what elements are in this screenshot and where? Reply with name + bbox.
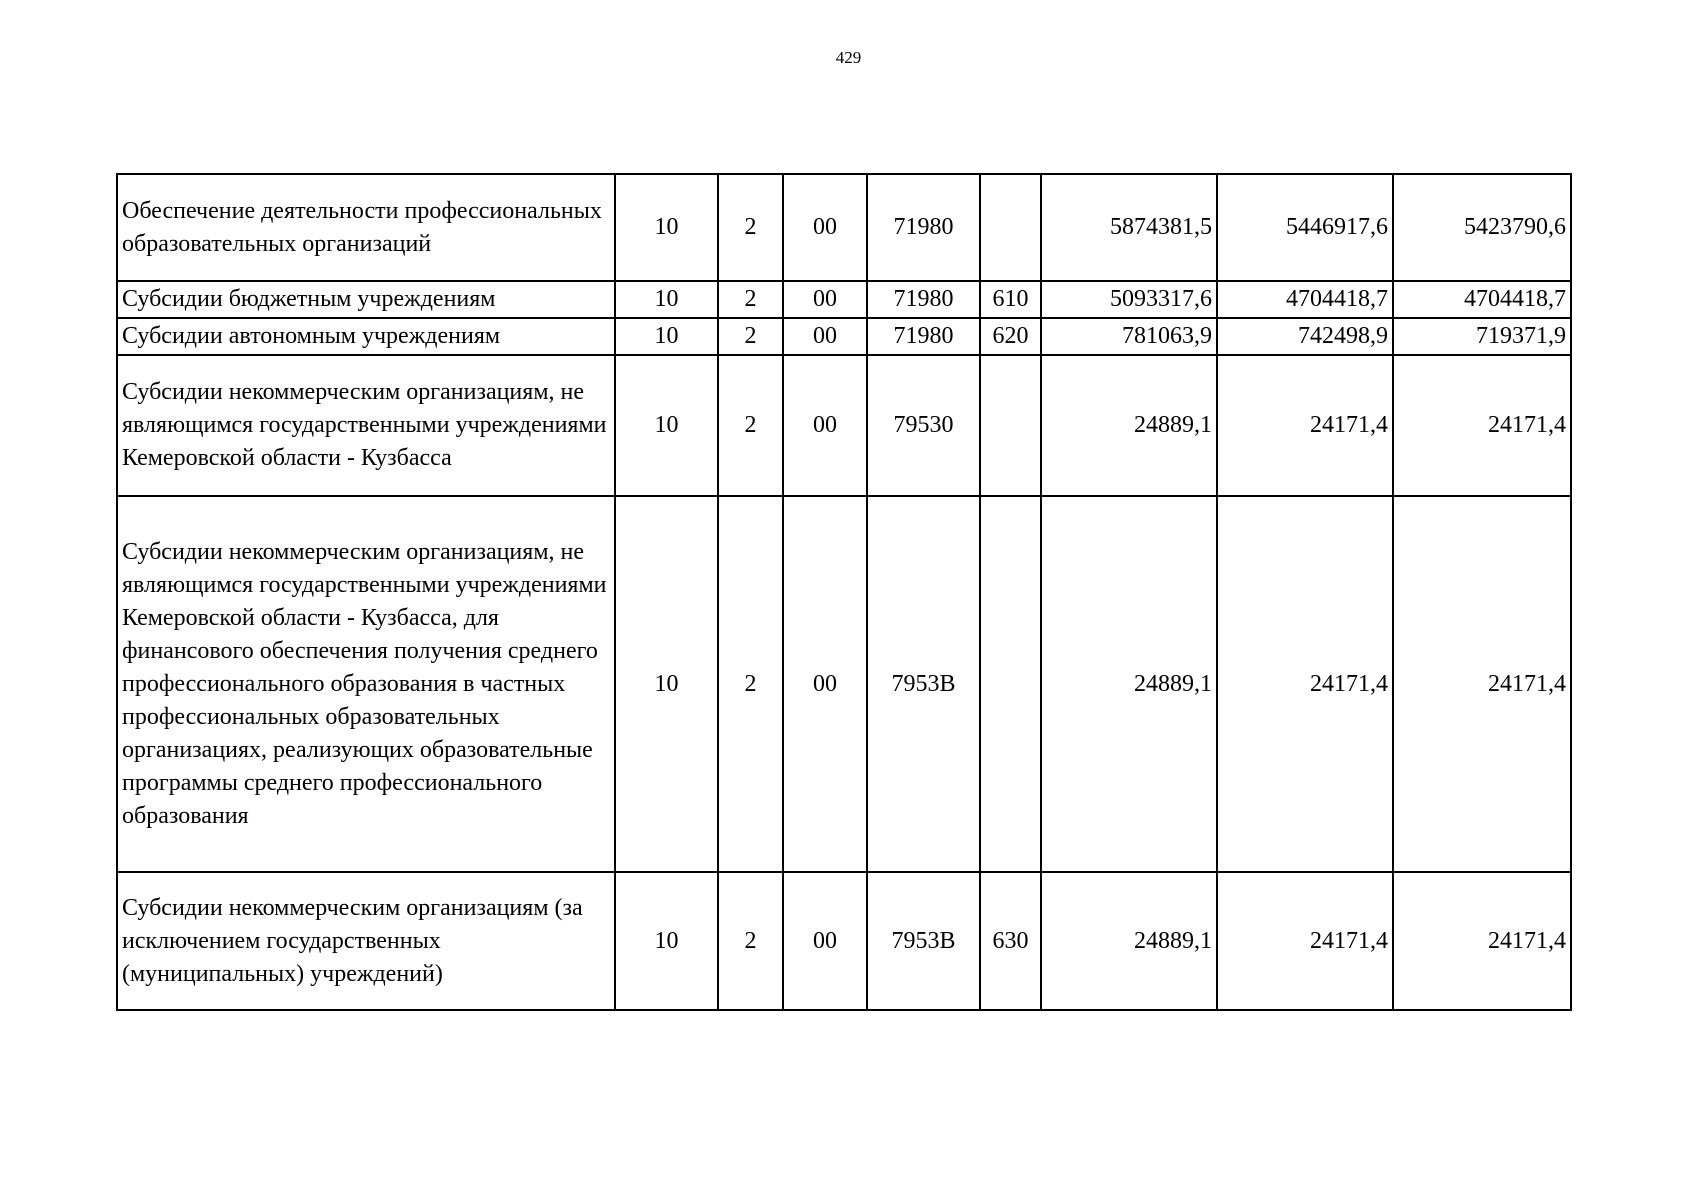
amount-year-3: 719371,9 bbox=[1393, 318, 1571, 355]
amount-year-1: 24889,1 bbox=[1041, 496, 1217, 872]
target-article-code: 71980 bbox=[867, 174, 980, 281]
amount-year-3: 4704418,7 bbox=[1393, 281, 1571, 318]
table-row bbox=[117, 496, 1571, 872]
section-code: 10 bbox=[615, 355, 718, 496]
subsection-code: 2 bbox=[718, 174, 783, 281]
subsection-code: 2 bbox=[718, 281, 783, 318]
target-article-code: 79530 bbox=[867, 355, 980, 496]
program-code: 00 bbox=[783, 318, 867, 355]
table-row bbox=[117, 281, 1571, 318]
expense-type-code: 610 bbox=[980, 281, 1041, 318]
subsection-code: 2 bbox=[718, 496, 783, 872]
subsection-code: 2 bbox=[718, 318, 783, 355]
table-row bbox=[117, 355, 1571, 496]
row-name: Субсидии некоммерческим организациям, не являющимся государственными учреждениями Кемеровской области - Кузбасса, для финансового обеспечения получения среднего профессионального образования в частных профессиональных образовательных организациях, реализующих образовательные программы среднего профессионального образования bbox=[117, 496, 615, 872]
section-code: 10 bbox=[615, 318, 718, 355]
row-name: Субсидии автономным учреждениям bbox=[117, 318, 615, 355]
section-code: 10 bbox=[615, 872, 718, 1010]
budget-table bbox=[116, 173, 1572, 1011]
amount-year-3: 24171,4 bbox=[1393, 496, 1571, 872]
program-code: 00 bbox=[783, 281, 867, 318]
expense-type-code: 630 bbox=[980, 872, 1041, 1010]
amount-year-1: 24889,1 bbox=[1041, 355, 1217, 496]
expense-type-code bbox=[980, 496, 1041, 872]
section-code: 10 bbox=[615, 281, 718, 318]
amount-year-2: 24171,4 bbox=[1217, 355, 1393, 496]
amount-year-2: 24171,4 bbox=[1217, 872, 1393, 1010]
target-article-code: 71980 bbox=[867, 281, 980, 318]
expense-type-code bbox=[980, 355, 1041, 496]
amount-year-1: 781063,9 bbox=[1041, 318, 1217, 355]
target-article-code: 7953В bbox=[867, 872, 980, 1010]
amount-year-2: 742498,9 bbox=[1217, 318, 1393, 355]
section-code: 10 bbox=[615, 496, 718, 872]
amount-year-2: 5446917,6 bbox=[1217, 174, 1393, 281]
program-code: 00 bbox=[783, 496, 867, 872]
amount-year-1: 5093317,6 bbox=[1041, 281, 1217, 318]
amount-year-1: 5874381,5 bbox=[1041, 174, 1217, 281]
row-name: Обеспечение деятельности профессиональных образовательных организаций bbox=[117, 174, 615, 281]
amount-year-3: 24171,4 bbox=[1393, 872, 1571, 1010]
target-article-code: 71980 bbox=[867, 318, 980, 355]
amount-year-2: 24171,4 bbox=[1217, 496, 1393, 872]
table-row bbox=[117, 872, 1571, 1010]
subsection-code: 2 bbox=[718, 872, 783, 1010]
amount-year-1: 24889,1 bbox=[1041, 872, 1217, 1010]
target-article-code: 7953В bbox=[867, 496, 980, 872]
row-name: Субсидии некоммерческим организациям (за исключением государственных (муниципальных) учреждений) bbox=[117, 872, 615, 1010]
amount-year-3: 24171,4 bbox=[1393, 355, 1571, 496]
subsection-code: 2 bbox=[718, 355, 783, 496]
program-code: 00 bbox=[783, 174, 867, 281]
program-code: 00 bbox=[783, 872, 867, 1010]
table-row bbox=[117, 174, 1571, 281]
amount-year-3: 5423790,6 bbox=[1393, 174, 1571, 281]
section-code: 10 bbox=[615, 174, 718, 281]
expense-type-code bbox=[980, 174, 1041, 281]
table-row bbox=[117, 318, 1571, 355]
row-name: Субсидии некоммерческим организациям, не являющимся государственными учреждениями Кемеровской области - Кузбасса bbox=[117, 355, 615, 496]
row-name: Субсидии бюджетным учреждениям bbox=[117, 281, 615, 318]
amount-year-2: 4704418,7 bbox=[1217, 281, 1393, 318]
expense-type-code: 620 bbox=[980, 318, 1041, 355]
program-code: 00 bbox=[783, 355, 867, 496]
page-number: 429 bbox=[835, 48, 862, 67]
